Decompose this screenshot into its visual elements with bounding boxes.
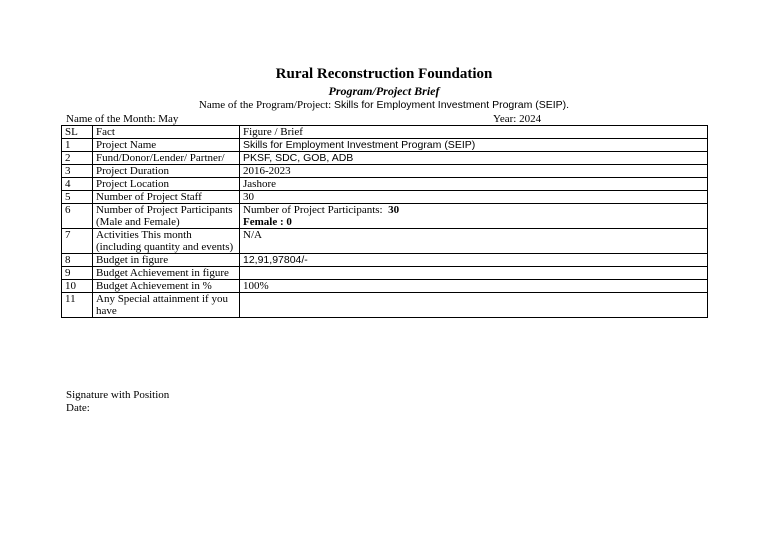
row-fact bbox=[93, 229, 240, 254]
table-row bbox=[62, 293, 708, 318]
row-fact-line2: have bbox=[96, 305, 117, 317]
table-row bbox=[62, 267, 708, 280]
row-sl: 6 bbox=[62, 204, 93, 229]
table-row bbox=[62, 165, 708, 178]
header-figure: Figure / Brief bbox=[240, 126, 708, 139]
table-row bbox=[62, 229, 708, 254]
brief-table bbox=[61, 125, 708, 318]
row-fact: Project Duration bbox=[93, 165, 240, 178]
row-fact-line1: Activities This month bbox=[96, 229, 192, 241]
signature-label: Signature with Position bbox=[66, 389, 170, 401]
table-row bbox=[62, 254, 708, 267]
row-value bbox=[240, 204, 708, 229]
row-fact-line2: (Male and Female) bbox=[96, 216, 180, 228]
row-fact-line2: (including quantity and events) bbox=[96, 241, 234, 253]
table-row bbox=[62, 139, 708, 152]
row-sl: 8 bbox=[62, 254, 93, 267]
row-sl: 4 bbox=[62, 178, 93, 191]
table-header-row bbox=[62, 126, 708, 139]
program-line bbox=[0, 99, 768, 111]
row-sl: 10 bbox=[62, 280, 93, 293]
month-label: Name of the Month: May bbox=[66, 113, 179, 125]
participants-count: 30 bbox=[388, 204, 400, 216]
row-fact: Budget Achievement in figure bbox=[93, 267, 240, 280]
program-name: Skills for Employment Investment Program (SEIP). bbox=[333, 99, 570, 111]
program-label: Name of the Program/Project: bbox=[198, 99, 332, 111]
row-fact: Project Location bbox=[93, 178, 240, 191]
row-fact: Budget Achievement in % bbox=[93, 280, 240, 293]
row-fact bbox=[93, 204, 240, 229]
row-fact bbox=[93, 293, 240, 318]
signature-block bbox=[66, 389, 169, 415]
row-sl: 11 bbox=[62, 293, 93, 318]
row-fact-line1: Any Special attainment if you bbox=[96, 293, 228, 305]
row-fact: Fund/Donor/Lender/ Partner/ bbox=[93, 152, 240, 165]
row-fact-line1: Number of Project Participants bbox=[96, 204, 233, 216]
row-value: PKSF, SDC, GOB, ADB bbox=[240, 152, 708, 165]
year-label: Year: 2024 bbox=[493, 113, 542, 125]
brief-title: Program/Project Brief bbox=[328, 84, 440, 98]
row-fact: Project Name bbox=[93, 139, 240, 152]
header-sl: SL bbox=[62, 126, 93, 139]
row-sl: 7 bbox=[62, 229, 93, 254]
table-row bbox=[62, 204, 708, 229]
row-value: 12,91,97804/- bbox=[240, 254, 708, 267]
row-sl: 2 bbox=[62, 152, 93, 165]
participants-line bbox=[243, 204, 704, 216]
table-row bbox=[62, 280, 708, 293]
date-label: Date: bbox=[66, 402, 90, 414]
row-sl: 1 bbox=[62, 139, 93, 152]
participants-label: Number of Project Participants: bbox=[243, 204, 383, 216]
row-value bbox=[240, 267, 708, 280]
female-count: Female : 0 bbox=[243, 216, 292, 228]
row-value: Skills for Employment Investment Program (SEIP) bbox=[240, 139, 708, 152]
row-value: 30 bbox=[240, 191, 708, 204]
row-value: 2016-2023 bbox=[240, 165, 708, 178]
row-value: 100% bbox=[240, 280, 708, 293]
organization-title: Rural Reconstruction Foundation bbox=[275, 66, 493, 82]
row-fact: Budget in figure bbox=[93, 254, 240, 267]
row-value: N/A bbox=[240, 229, 708, 254]
row-sl: 5 bbox=[62, 191, 93, 204]
table-row bbox=[62, 178, 708, 191]
row-fact: Number of Project Staff bbox=[93, 191, 240, 204]
table-row bbox=[62, 191, 708, 204]
row-value bbox=[240, 293, 708, 318]
row-value: Jashore bbox=[240, 178, 708, 191]
row-sl: 9 bbox=[62, 267, 93, 280]
row-sl: 3 bbox=[62, 165, 93, 178]
table-row bbox=[62, 152, 708, 165]
header-fact: Fact bbox=[93, 126, 240, 139]
